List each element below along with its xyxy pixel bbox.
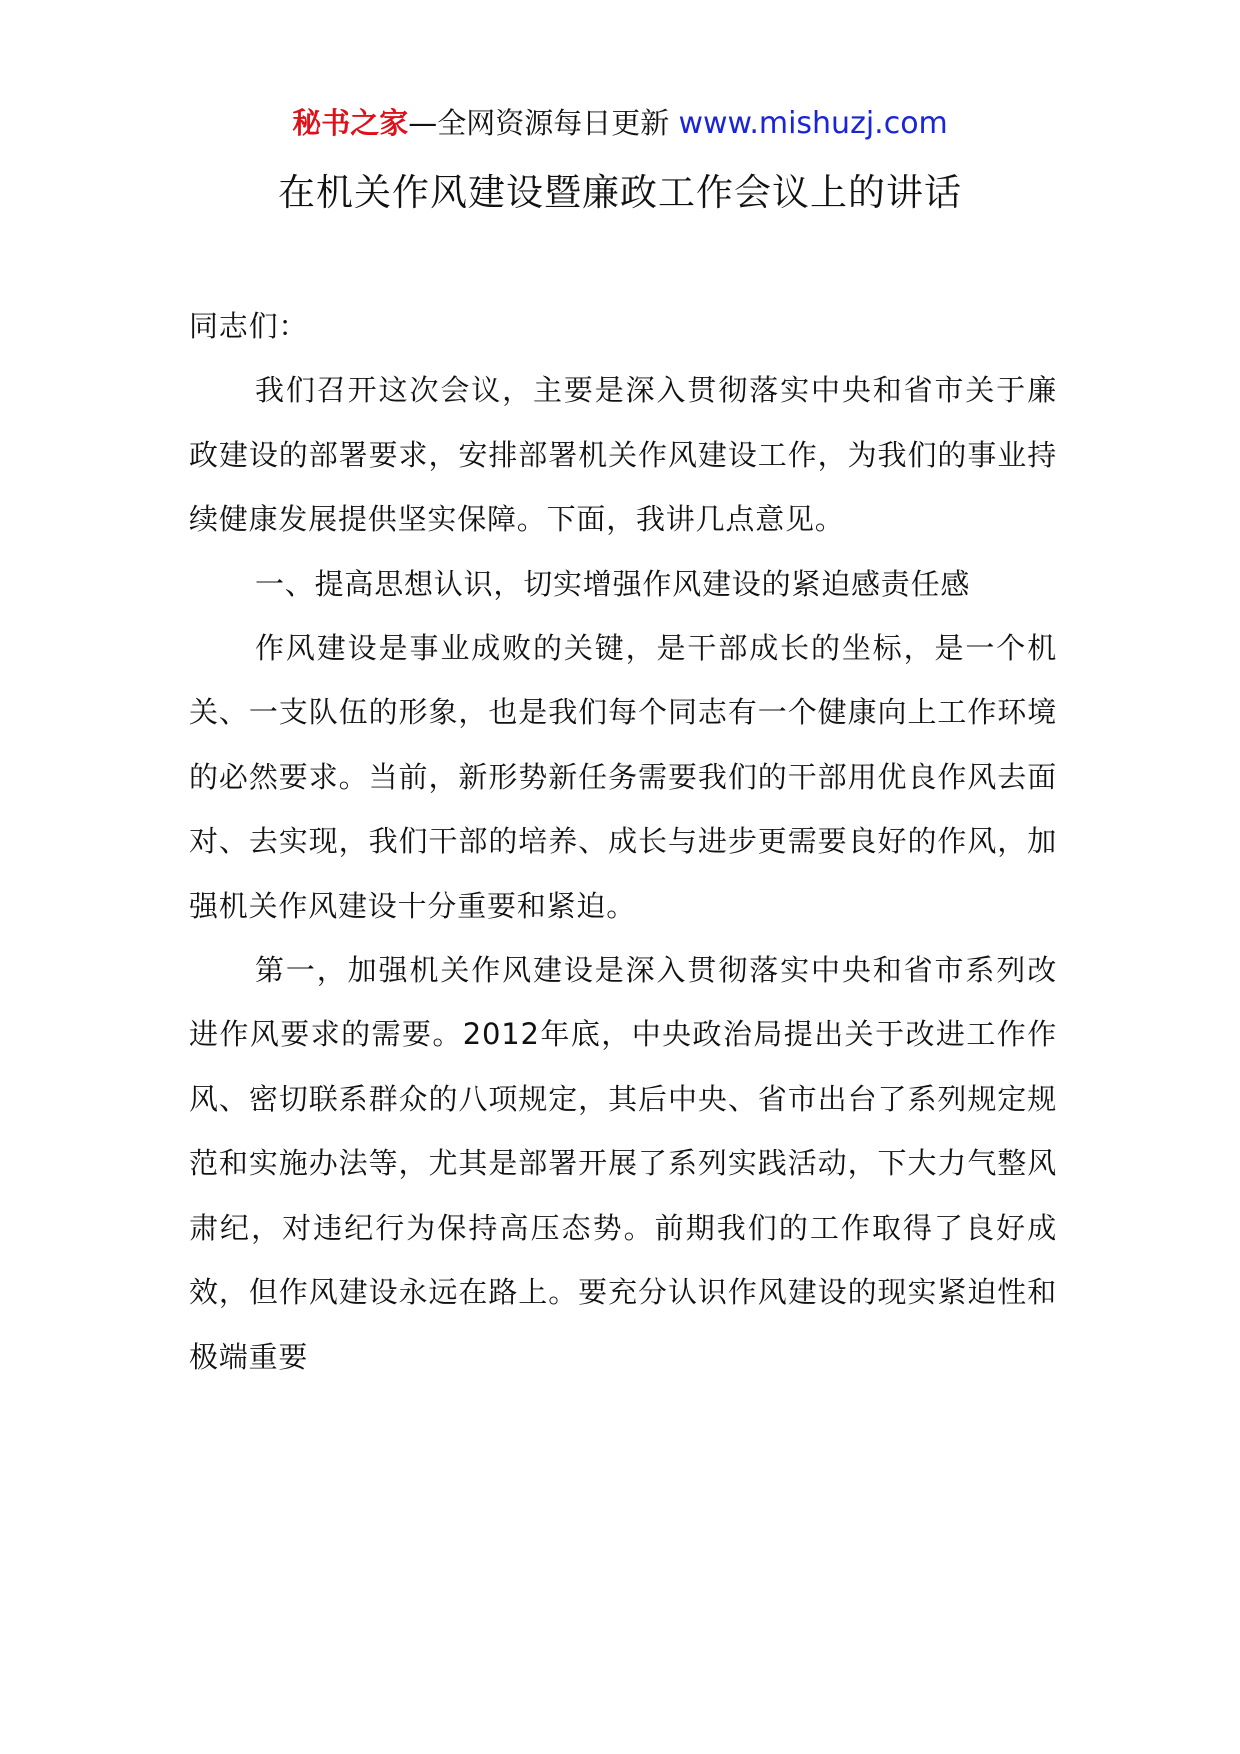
salutation: 同志们：: [189, 309, 309, 343]
section-1-paragraph-2: 第一，加强机关作风建设是深入贯彻落实中央和省市系列改进作风要求的需要。2012年底，中央政治局提出关于改进工作作风、密切联系群众的八项规定，其后中央、省市出台了系列规定规范和实施办法等，尤其是部署开展了系列实践活动，下大力气整风肃纪，对违纪行为保持高压态势。前期我们的工作取得了良好成效，但作风建设永远在路上。要充分认识作风建设的现实紧迫性和极端重要: [189, 953, 1057, 1374]
header-tagline: —全网资源每日更新: [408, 106, 670, 140]
brand-name: 秘书之家: [292, 106, 409, 140]
site-header: [0, 103, 1240, 144]
site-url-link[interactable]: www.mishuzj.com: [678, 106, 948, 141]
section-heading-1: 一、提高思想认识，切实增强作风建设的紧迫感责任感: [255, 566, 971, 601]
section-1-paragraph-1: 作风建设是事业成败的关键，是干部成长的坐标，是一个机关、一支队伍的形象，也是我们每个同志有一个健康向上工作环境的必然要求。当前，新形势新任务需要我们的干部用优良作风去面对、去实现，我们干部的培养、成长与进步更需要良好的作风，加强机关作风建设十分重要和紧迫。: [189, 631, 1057, 923]
document-body: [189, 294, 1057, 1389]
intro-paragraph: 我们召开这次会议，主要是深入贯彻落实中央和省市关于廉政建设的部署要求，安排部署机关作风建设工作，为我们的事业持续健康发展提供坚实保障。下面，我讲几点意见。: [189, 373, 1057, 537]
document-title: 在机关作风建设暨廉政工作会议上的讲话: [278, 171, 962, 214]
